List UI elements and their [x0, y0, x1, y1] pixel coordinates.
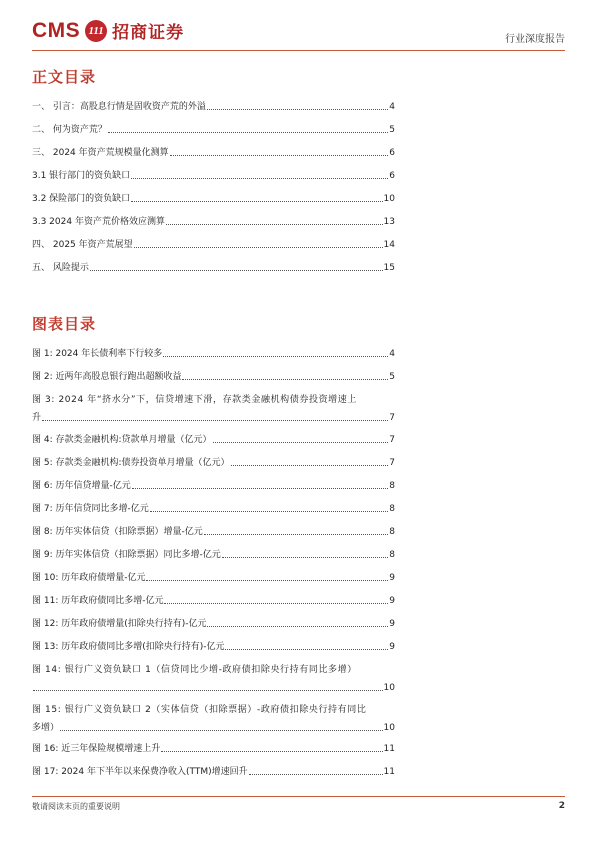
- logo-seal-icon: 111: [85, 20, 107, 42]
- figure-entry[interactable]: [32, 664, 395, 694]
- dot-leader: [134, 247, 383, 248]
- figure-entry[interactable]: [32, 641, 395, 653]
- figure-entry-label: 图 12: 历年政府债增量(扣除央行持有)-亿元: [32, 619, 207, 629]
- company-logo: [32, 18, 184, 43]
- dot-leader: [33, 690, 383, 691]
- figure-entry-label: 图 16: 近三年保险规模增速上升: [32, 744, 161, 754]
- figure-entry[interactable]: [32, 766, 395, 778]
- dot-leader: [131, 178, 388, 179]
- figure-entry-label: 图 3: 2024 年“挤水分”下，信贷增速下滑，存款类金融机构债券投资增速上: [32, 395, 357, 405]
- page-number: 2: [558, 801, 565, 811]
- dot-leader: [132, 488, 389, 489]
- figure-entry-page: 9: [389, 596, 395, 606]
- page-header: [32, 16, 565, 50]
- figure-entry-page: 7: [389, 435, 395, 445]
- figure-entry[interactable]: [32, 572, 395, 584]
- dot-leader: [150, 511, 389, 512]
- toc-entry-label: 3.3 2024 年资产荒价格效应测算: [32, 217, 165, 227]
- figure-entry-page: 5: [389, 372, 395, 382]
- figure-entry-label: 图 14: 银行广义资负缺口 1（信贷同比少增-政府债扣除央行持有同比多增）: [32, 665, 357, 675]
- figure-entry[interactable]: [32, 526, 395, 538]
- toc-entry[interactable]: [32, 239, 395, 251]
- toc-entry-label: 五、 风险提示: [32, 263, 89, 273]
- figure-entry-label: 图 9: 历年实体信贷（扣除票据）同比多增-亿元: [32, 550, 221, 560]
- figure-entry-page: 8: [389, 550, 395, 560]
- dot-leader: [170, 155, 389, 156]
- figure-entry[interactable]: [32, 348, 395, 360]
- dot-leader: [90, 270, 383, 271]
- toc-entry-page: 15: [383, 263, 395, 273]
- toc-entry-page: 6: [389, 171, 395, 181]
- figure-entry-page: 9: [389, 642, 395, 652]
- figure-entry-label: 图 8: 历年实体信贷（扣除票据）增量-亿元: [32, 527, 203, 537]
- toc-entry-label: 四、 2025 年资产荒展望: [32, 240, 133, 250]
- toc-entry-page: 13: [383, 217, 395, 227]
- figure-entry-label: 图 10: 历年政府债增量-亿元: [32, 573, 146, 583]
- toc-entry[interactable]: [32, 216, 395, 228]
- disclaimer-note: 敬请阅读末页的重要说明: [32, 802, 120, 811]
- toc-entry-label: 一、 引言：高股息行情是固收资产荒的外溢: [32, 102, 206, 112]
- dot-leader: [249, 774, 383, 775]
- dot-leader: [42, 420, 388, 421]
- figure-entry[interactable]: [32, 394, 395, 424]
- toc-entry-page: 6: [389, 148, 395, 158]
- company-name: 招商证券: [112, 23, 185, 43]
- figure-entry-label: 图 13: 历年政府债同比多增(扣除央行持有)-亿元: [32, 642, 225, 652]
- toc-entry-label: 3.1 银行部门的资负缺口: [32, 171, 131, 181]
- dot-leader: [60, 730, 383, 731]
- figure-entry-label: 图 6: 历年信贷增量-亿元: [32, 481, 131, 491]
- figure-entry-label: 图 2: 近两年高股息银行跑出超额收益: [32, 372, 182, 382]
- contents-title: 正文目录: [32, 68, 97, 86]
- figures-title: 图表目录: [32, 315, 97, 333]
- figure-entry-label: 图 4: 存款类金融机构:贷款单月增量（亿元）: [32, 435, 212, 445]
- figure-entry[interactable]: [32, 457, 395, 469]
- toc-entry-label: 3.2 保险部门的资负缺口: [32, 194, 131, 204]
- dot-leader: [231, 465, 389, 466]
- toc-entry[interactable]: [32, 262, 395, 274]
- figure-entry-label: 图 11: 历年政府债同比多增-亿元: [32, 596, 164, 606]
- logo-cms-text: CMS: [32, 18, 81, 42]
- figure-entry[interactable]: [32, 503, 395, 515]
- figure-entry-page: 9: [389, 619, 395, 629]
- figure-entry[interactable]: [32, 743, 395, 755]
- figure-entry-page: 8: [389, 481, 395, 491]
- dot-leader: [225, 649, 388, 650]
- figure-entry-page: 11: [383, 744, 395, 754]
- figure-entry-label: 图 17: 2024 年下半年以来保费净收入(TTM)增速回升: [32, 767, 248, 777]
- figure-entry-page: 7: [389, 413, 395, 423]
- figure-entry-page: 11: [383, 767, 395, 777]
- figure-entry[interactable]: [32, 434, 395, 446]
- header-divider: [32, 50, 565, 51]
- figure-entry-page: 4: [389, 349, 395, 359]
- toc-entry-page: 14: [383, 240, 395, 250]
- dot-leader: [207, 109, 388, 110]
- figure-entry-page: 8: [389, 504, 395, 514]
- dot-leader: [182, 379, 388, 380]
- dot-leader: [146, 580, 388, 581]
- dot-leader: [108, 132, 388, 133]
- figure-entry-label: 图 15: 银行广义资负缺口 2（实体信贷（扣除票据）-政府债扣除央行持有同比: [32, 705, 367, 715]
- toc-entry-page: 5: [389, 125, 395, 135]
- figure-entry[interactable]: [32, 549, 395, 561]
- toc-entry-page: 4: [389, 102, 395, 112]
- figure-entry-page: 10: [383, 683, 395, 693]
- dot-leader: [131, 201, 382, 202]
- toc-entry-label: 三、 2024 年资产荒规模量化测算: [32, 148, 169, 158]
- figure-entry-label: 图 7: 历年信贷同比多增-亿元: [32, 504, 149, 514]
- figure-entry-page: 8: [389, 527, 395, 537]
- figure-entry-label: 图 5: 存款类金融机构:债券投资单月增量（亿元）: [32, 458, 230, 468]
- dot-leader: [163, 356, 388, 357]
- toc-entry-page: 10: [383, 194, 395, 204]
- figure-entry[interactable]: [32, 595, 395, 607]
- toc-entry[interactable]: [32, 193, 395, 205]
- figure-entry[interactable]: [32, 618, 395, 630]
- figure-entry-label-cont: 多增）: [32, 723, 60, 733]
- figure-entry-label-cont: 升: [32, 413, 42, 423]
- dot-leader: [161, 751, 382, 752]
- dot-leader: [164, 603, 388, 604]
- dot-leader: [213, 442, 389, 443]
- footer-divider: [32, 796, 565, 797]
- dot-leader: [166, 224, 383, 225]
- figure-entry[interactable]: [32, 480, 395, 492]
- figure-entry[interactable]: [32, 371, 395, 383]
- toc-entry[interactable]: [32, 124, 395, 136]
- dot-leader: [204, 534, 389, 535]
- toc-entry-label: 二、 何为资产荒？: [32, 125, 107, 135]
- figure-entry-page: 9: [389, 573, 395, 583]
- toc-entry[interactable]: [32, 170, 395, 182]
- figure-entry-page: 10: [383, 723, 395, 733]
- figure-entry[interactable]: [32, 704, 395, 734]
- toc-entry[interactable]: [32, 147, 395, 159]
- report-type-label: 行业深度报告: [505, 34, 565, 45]
- dot-leader: [222, 557, 389, 558]
- figure-entry-label: 图 1: 2024 年长债利率下行较多: [32, 349, 163, 359]
- toc-entry[interactable]: [32, 101, 395, 113]
- figure-entry-page: 7: [389, 458, 395, 468]
- dot-leader: [207, 626, 388, 627]
